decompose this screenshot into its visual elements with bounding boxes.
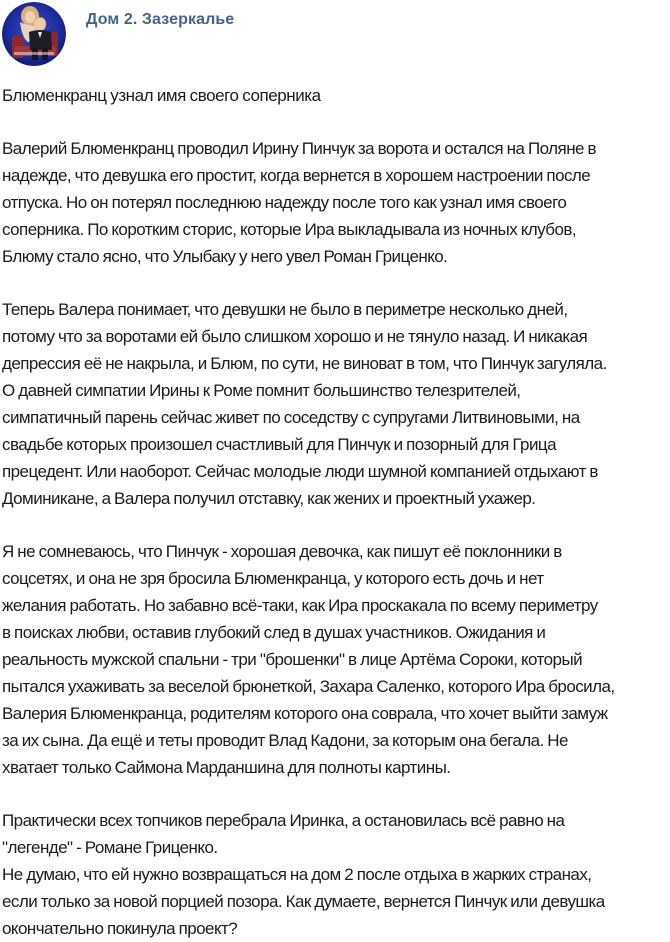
text-line: соцсетях, и она не зря бросила Блюменкранца, у которого есть дочь и нет xyxy=(2,569,544,588)
text-line: окончательно покинула проект? xyxy=(2,919,238,938)
post-paragraph xyxy=(2,807,670,942)
text-line: соперника. По коротким сторис, которые Ира выкладывала из ночных клубов, xyxy=(2,220,577,239)
text-line: за их сына. Да ещё и теты проводит Влад Кадони, за которым она бегала. Не xyxy=(2,731,568,750)
text-line: О давней симпатии Ирины к Роме помнит большинство телезрителей, xyxy=(2,381,521,400)
text-line: Практически всех топчиков перебрала Иринка, а остановилась всё равно на xyxy=(2,811,565,830)
text-line: желания работать. Но забавно всё-таки, как Ира проскакала по всему периметру xyxy=(2,596,598,615)
post-paragraph xyxy=(2,135,670,270)
text-line: в поисках любви, оставив глубокий след в душах участников. Ожидания и xyxy=(2,623,546,642)
post-paragraph xyxy=(2,538,670,781)
text-line: хватает только Саймона Марданшина для полноты картины. xyxy=(2,758,451,777)
post-body xyxy=(2,84,670,942)
text-line: свадьбе которых произошел счастливый для Пинчук и позорный для Грица xyxy=(2,435,556,454)
group-avatar-photo-icon xyxy=(2,2,66,66)
text-line: Доминикане, а Валера получил отставку, как жених и проектный ухажер. xyxy=(2,489,536,508)
text-line: симпатичный парень сейчас живет по соседству с супругами Литвиновыми, на xyxy=(2,408,580,427)
text-line: отпуска. Но он потерял последнюю надежду после того как узнал имя своего xyxy=(2,193,567,212)
paragraph-spacer xyxy=(2,781,670,807)
post-paragraph xyxy=(2,296,670,512)
text-line: потому что за воротами ей было слишком хорошо и не тянуло назад. И никакая xyxy=(2,327,588,346)
paragraph-spacer xyxy=(2,270,670,296)
text-line: реальность мужской спальни - три "брошенки" в лице Артёма Сороки, который xyxy=(2,650,583,669)
text-line: Валерий Блюменкранц проводил Ирину Пинчук за ворота и остался на Поляне в xyxy=(2,139,596,158)
text-line: Теперь Валера понимает, что девушки не было в периметре несколько дней, xyxy=(2,300,568,319)
text-line: прецедент. Или наоборот. Сейчас молодые люди шумной компанией отдыхают в xyxy=(2,462,598,481)
text-line: надежде, что девушка его простит, когда вернется в хорошем настроении после xyxy=(2,166,591,185)
paragraph-spacer xyxy=(2,512,670,538)
post-header xyxy=(0,0,670,70)
text-line: пытался ухаживать за веселой брюнеткой, Захара Саленко, которого Ира бросила, xyxy=(2,677,615,696)
group-name-link[interactable]: Дом 2. Зазеркалье xyxy=(86,11,235,28)
text-line: если только за новой порцией позора. Как думаете, вернется Пинчук или девушка xyxy=(2,892,605,911)
post-title: Блюменкранц узнал имя своего соперника xyxy=(2,86,321,105)
text-line: Не думаю, что ей нужно возвращаться на дом 2 после отдыха в жарких странах, xyxy=(2,865,592,884)
group-avatar[interactable] xyxy=(2,2,66,66)
text-line: Блюму стало ясно, что Улыбаку у него увел Роман Гриценко. xyxy=(2,247,448,266)
text-line: Я не сомневаюсь, что Пинчук - хорошая девочка, как пишут её поклонники в xyxy=(2,542,562,561)
text-line: Валерия Блюменкранца, родителям которого она соврала, что хочет выйти замуж xyxy=(2,704,608,723)
text-line: депрессия её не накрыла, и Блюм, по сути, не виноват в том, что Пинчук загуляла. xyxy=(2,354,607,373)
text-line: "легенде" - Романе Гриценко. xyxy=(2,838,218,857)
